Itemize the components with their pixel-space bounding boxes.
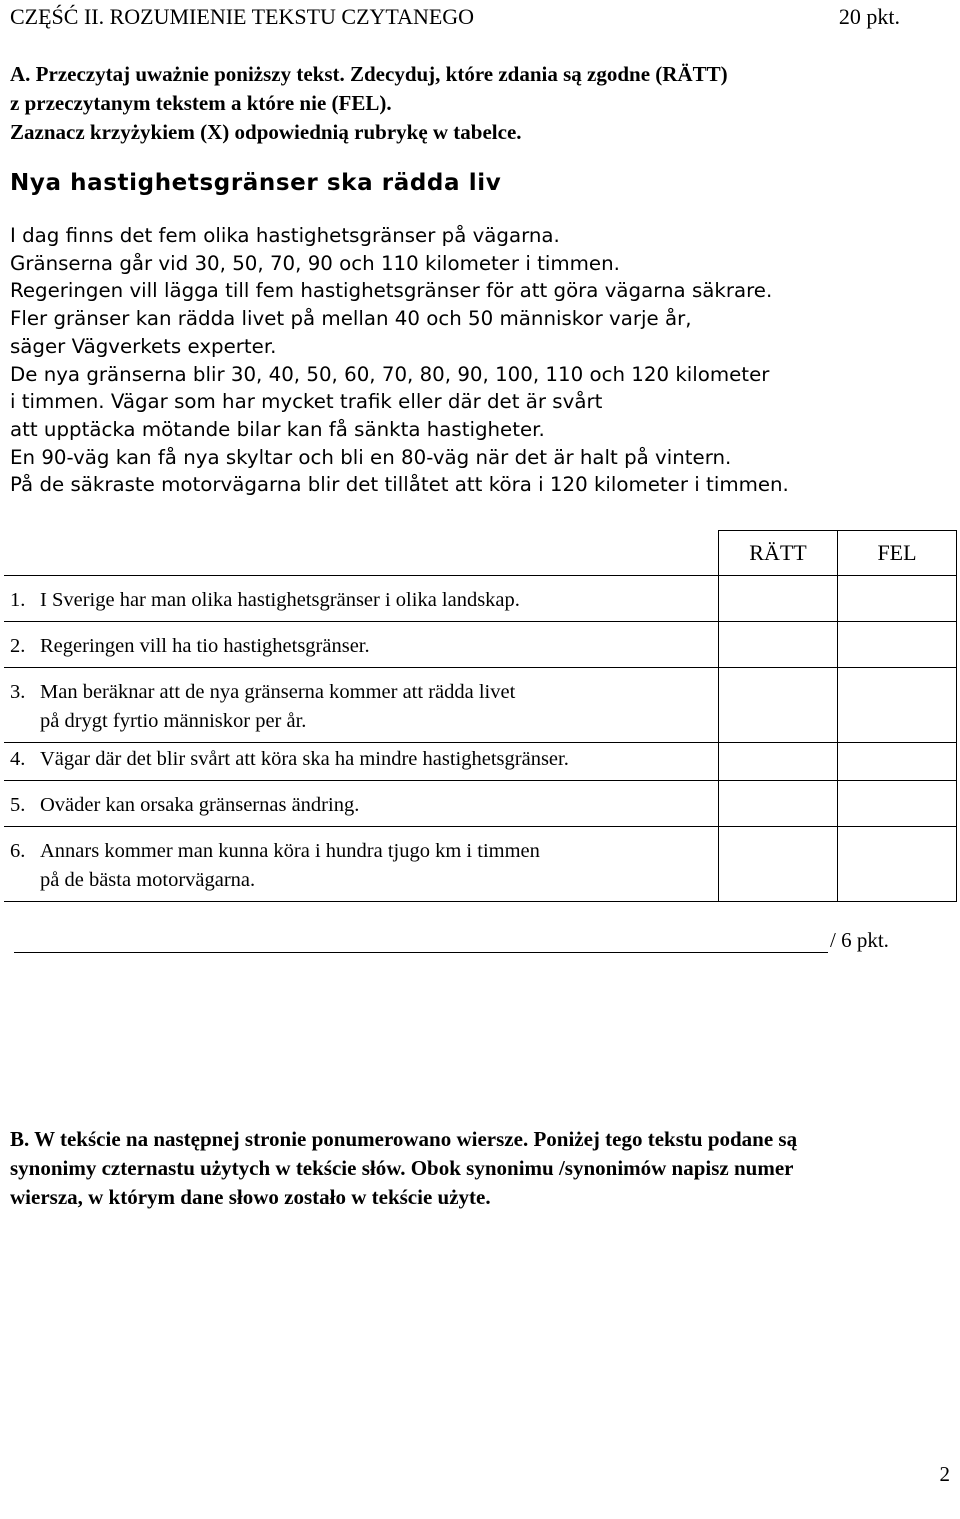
statement-line: på drygt fyrtio människor per år. (40, 710, 307, 732)
section-points: 20 pkt. (838, 4, 900, 29)
statement-cell (4, 622, 719, 668)
article-line: På de säkraste motorvägarna blir det tillåtet att köra i 120 kilometer i timmen. (10, 473, 789, 497)
statement-line: Vägar där det blir svårt att köra ska ha mindre hastighetsgränser. (40, 748, 569, 770)
statement-text (40, 632, 370, 661)
statement-line: Man beräknar att de nya gränserna kommer att rädda livet (40, 681, 516, 703)
instruction-line: z przeczytanym tekstem a które nie (FEL). (10, 91, 392, 115)
answer-box-fel[interactable] (838, 576, 957, 622)
score-blank-line[interactable] (14, 928, 828, 953)
statement-number: 2. (10, 635, 26, 657)
article-line: i timmen. Vägar som har mycket trafik eller där det är svårt (10, 390, 603, 414)
answer-table (4, 530, 957, 902)
article-line: I dag finns det fem olika hastighetsgränser på vägarna. (10, 224, 560, 247)
score-label: / 6 pkt. (830, 928, 889, 952)
answer-box-ratt[interactable] (719, 668, 838, 743)
article-line: Gränserna går vid 30, 50, 70, 90 och 110 kilometer i timmen. (10, 251, 620, 275)
answer-box-fel[interactable] (838, 622, 957, 668)
answer-box-fel[interactable] (838, 827, 957, 902)
statement-number: 6. (10, 840, 26, 862)
statement-text (40, 837, 540, 895)
instruction-line: Zaznacz krzyżykiem (X) odpowiednią rubrykę w tabelce. (10, 120, 522, 144)
statement-line: I Sverige har man olika hastighetsgränser i olika landskap. (40, 589, 520, 611)
article-line: Regeringen vill lägga till fem hastighetsgränser för att göra vägarna säkrare. (10, 279, 773, 303)
statement-line: Regeringen vill ha tio hastighetsgränser. (40, 635, 370, 657)
statement-number: 5. (10, 794, 26, 816)
table-row (4, 827, 957, 902)
answer-box-ratt[interactable] (719, 827, 838, 902)
instructions-b (10, 1125, 950, 1212)
column-header-fel: FEL (838, 531, 957, 576)
article-line: säger Vägverkets experter. (10, 334, 277, 358)
statement-cell (4, 668, 719, 743)
answer-box-fel[interactable] (838, 743, 957, 781)
table-row (4, 781, 957, 827)
instructions-a (10, 60, 910, 147)
article-line: De nya gränserna blir 30, 40, 50, 60, 70, 80, 90, 100, 110 och 120 kilometer (10, 362, 770, 386)
statement-text (40, 586, 520, 615)
statement-line: Oväder kan orsaka gränsernas ändring. (40, 794, 360, 816)
statement-number: 3. (10, 681, 26, 703)
instruction-line: wiersza, w którym dane słowo zostało w tekście użyte. (10, 1185, 491, 1209)
table-row (4, 576, 957, 622)
statement-number: 1. (10, 589, 26, 611)
table-header-row (4, 531, 957, 576)
instruction-line: synonimy czternastu użytych w tekście słów. Obok synonimu /synonimów napisz numer (10, 1156, 794, 1180)
article-line: En 90-väg kan få nya skyltar och bli en 80-väg när det är halt på vintern. (10, 445, 732, 469)
statement-text (40, 791, 359, 820)
answer-box-fel[interactable] (838, 668, 957, 743)
instruction-line: A. Przeczytaj uważnie poniższy tekst. Zdecyduj, które zdania są zgodne (RÄTT) (10, 62, 728, 86)
statement-number: 4. (10, 748, 26, 770)
statement-cell (4, 827, 719, 902)
article-line: att upptäcka mötande bilar kan få sänkta hastigheter. (10, 417, 545, 441)
statement-cell (4, 781, 719, 827)
article-line: Fler gränser kan rädda livet på mellan 40 och 50 människor varje år, (10, 307, 692, 331)
statement-cell (4, 743, 719, 781)
answer-box-ratt[interactable] (719, 781, 838, 827)
page-number: 2 (939, 1462, 950, 1486)
section-title: CZĘŚĆ II. ROZUMIENIE TEKSTU CZYTANEGO (10, 4, 475, 29)
statement-line: på de bästa motorvägarna. (40, 869, 256, 891)
column-header-ratt: RÄTT (719, 531, 838, 576)
answer-box-ratt[interactable] (719, 576, 838, 622)
table-row (4, 622, 957, 668)
article-body (10, 222, 950, 499)
statement-text (40, 745, 569, 774)
answer-box-ratt[interactable] (719, 622, 838, 668)
instruction-line: B. W tekście na następnej stronie ponumerowano wiersze. Poniżej tego tekstu podane są (10, 1127, 798, 1151)
table-row (4, 743, 957, 781)
answer-box-ratt[interactable] (719, 743, 838, 781)
score-field (14, 928, 889, 953)
statement-line: Annars kommer man kunna köra i hundra tjugo km i timmen (40, 840, 540, 862)
statement-text (40, 678, 515, 736)
table-row (4, 668, 957, 743)
article-title: Nya hastighetsgränser ska rädda liv (10, 170, 502, 196)
answer-box-fel[interactable] (838, 781, 957, 827)
statement-cell (4, 576, 719, 622)
